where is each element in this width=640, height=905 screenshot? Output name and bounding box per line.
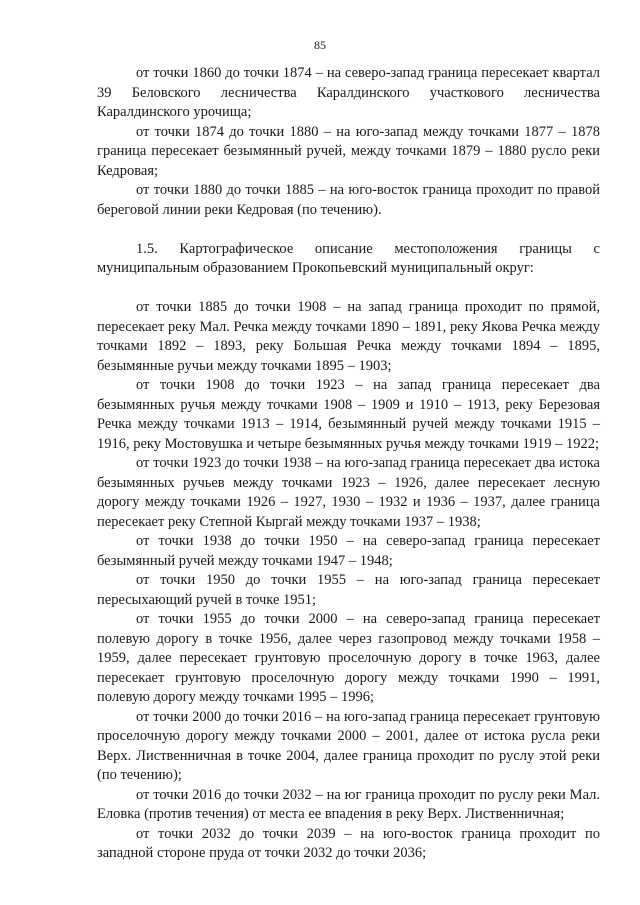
paragraph: от точки 2000 до точки 2016 – на юго-запад граница пересекает грунтовую проселочную дорогу между точками 2000 – 2001, далее от истока русла реки Верх. Лиственничная в точке 2004, далее граница проходит по руслу этой реки (по течению); (97, 708, 600, 783)
paragraph: от точки 2016 до точки 2032 – на юг граница проходит по руслу реки Мал. Еловка (против течения) от места ее впадения в реку Верх. Лиственничная; (97, 786, 600, 822)
paragraph: от точки 1955 до точки 2000 – на северо-запад граница пересекает полевую дорогу в точке 1956, далее через газопровод между точками 1958 – 1959, далее пересекает грунтовую проселочную дорогу в точке 1963, далее пересекает грунтовую проселочную дорогу между точками 1990 – 1991, полевую дорогу между точками 1995 – 1996; (97, 611, 600, 705)
paragraph: от точки 1938 до точки 1950 – на северо-запад граница пересекает безымянный ручей между точками 1947 – 1948; (97, 533, 600, 569)
paragraph: от точки 1880 до точки 1885 – на юго-восток граница проходит по правой береговой линии реки Кедровая (по течению). (97, 182, 600, 218)
page-number: 85 (314, 38, 326, 52)
paragraph: от точки 1860 до точки 1874 – на северо-запад граница пересекает квартал 39 Беловского лесничества Каралдинского участкового лесничества Каралдинского урочища; (97, 65, 600, 120)
paragraph: от точки 1923 до точки 1938 – на юго-запад граница пересекает два истока безымянных ручьев между точками 1923 – 1926, далее пересекает лесную дорогу между точками 1926 – 1927, 1930 – 1932 и 1936 – 1937, далее граница пересекает реку Степной Кыргай между точками 1937 – 1938; (97, 455, 600, 530)
section-heading: 1.5. Картографическое описание местоположения границы с муниципальным образованием Прокопьевский муниципальный округ: (97, 240, 600, 276)
paragraph: от точки 1950 до точки 1955 – на юго-запад граница пересекает пересыхающий ручей в точке 1951; (97, 572, 600, 608)
paragraph: от точки 1885 до точки 1908 – на запад граница проходит по прямой, пересекает реку Мал. Речка между точками 1890 – 1891, реку Якова Речка между точками 1892 – 1893, реку Большая Речка между точками 1894 – 1895, безымянные ручьи между точками 1895 – 1903; (97, 299, 600, 374)
paragraph: от точки 1874 до точки 1880 – на юго-запад между точками 1877 – 1878 граница пересекает безымянный ручей, между точками 1879 – 1880 русло реки Кедровая; (97, 123, 600, 179)
document-body (97, 64, 600, 864)
paragraph: от точки 2032 до точки 2039 – на юго-восток граница проходит по западной стороне пруда от точки 2032 до точки 2036; (97, 825, 600, 861)
paragraph: от точки 1908 до точки 1923 – на запад граница пересекает два безымянных ручья между точками 1908 – 1909 и 1910 – 1913, реку Березовая Речка между точками 1913 – 1914, безымянный ручей между точками 1915 – 1916, реку Мостовушка и четыре безымянных ручья между точками 1919 – 1922; (97, 377, 600, 452)
